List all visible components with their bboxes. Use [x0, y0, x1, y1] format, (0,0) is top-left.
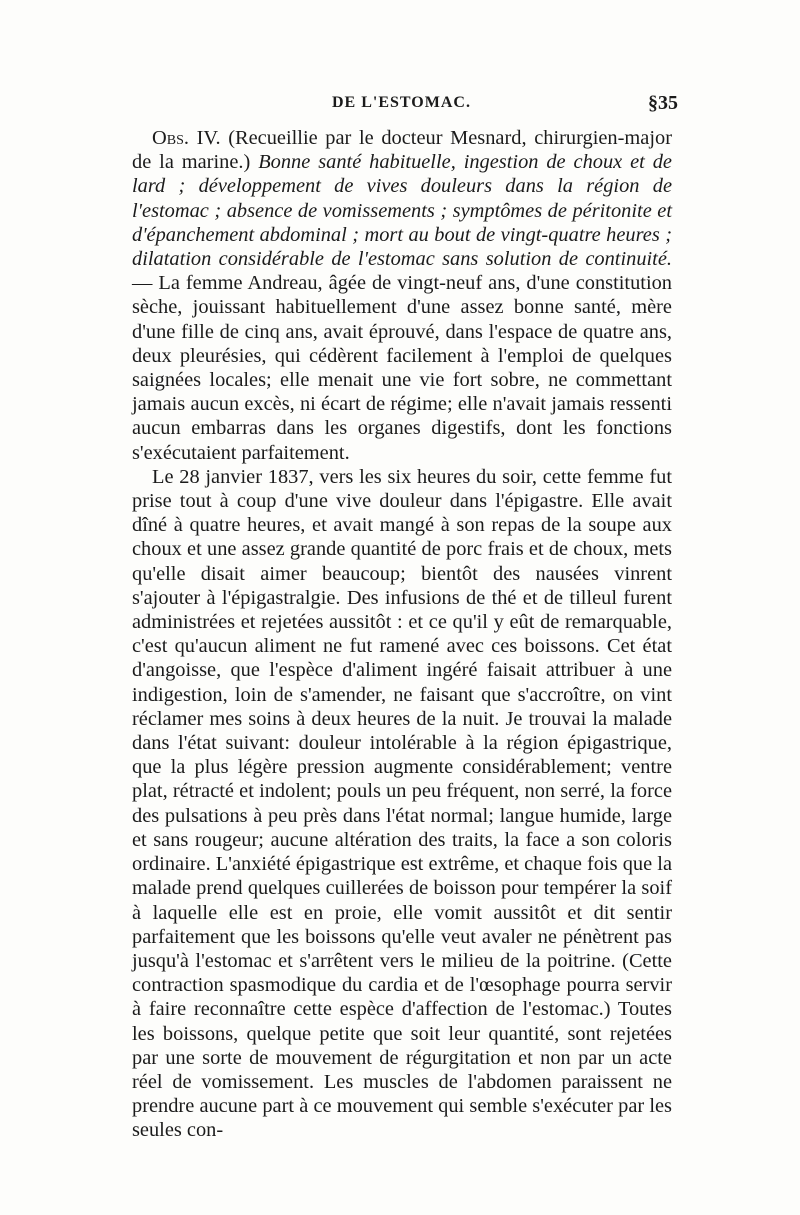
page-number: §35	[648, 92, 678, 114]
observation-label: Obs. IV.	[152, 127, 221, 149]
body-paragraph: Le 28 janvier 1837, vers les six heures du soir, cette femme fut prise tout à coup d'une vive douleur dans l'épigastre. Elle avait dîné à quatre heures, et avait mangé à son repas de la soupe aux choux et une assez grande quantité de porc frais et de choux, mets qu'elle disait aimer beaucoup; bientôt des nausées vinrent s'ajouter à l'épigastralgie. Des infusions de thé et de tilleul furent administrées et rejetées aussitôt : et ce qu'il y eût de remarquable, c'est qu'aucun aliment ne fut ramené avec ces boissons. Cet état d'angoisse, que l'espèce d'aliment ingéré faisait attribuer à une indigestion, loin de s'amender, ne faisant que s'accroître, on vint réclamer mes soins à deux heures de la nuit. Je trouvai la malade dans l'état suivant: douleur intolérable à la région épigastrique, que la plus légère pression augmente considérablement; ventre plat, rétracté et indolent; pouls un peu fréquent, non serré, la force des pulsations à peu près dans l'état normal; langue humide, large et sans rougeur; aucune altération des traits, la face a son coloris ordinaire. L'anxiété épigastrique est extrême, et chaque fois que la malade prend quelques cuillerées de boisson pour tempérer la soif à laquelle elle est en proie, elle vomit aussitôt et dit sentir parfaitement que les boissons qu'elle veut avaler ne pénètrent pas jusqu'à l'estomac et s'arrêtent vers le milieu de la poitrine. (Cette contraction spasmodique du cardia et de l'œsophage pourra servir à faire reconnaître cette espèce d'affection de l'estomac.) Toutes les boissons, quelque petite que soit leur quantité, sont rejetées par une sorte de mouvement de régurgitation et non par un acte réel de vomissement. Les muscles de l'abdomen paraissent ne prendre aucune part à ce mouvement qui semble s'exécuter par les seules con-	[132, 465, 672, 1142]
text-block	[132, 126, 672, 1143]
observation-summary: Bonne santé habituelle, ingestion de choux et de lard ; développement de vives douleurs dans la région de l'estomac ; absence de vomissements ; symptômes de péritonite et d'épanchement abdominal ; mort au bout de vingt-quatre heures ; dilatation considérable de l'estomac sans solution de continuité.	[132, 151, 672, 271]
observation-source: (Recueillie par le docteur Mesnard, chirurgien-major de la marine.)	[132, 127, 672, 174]
running-title: DE L'ESTOMAC.	[332, 94, 471, 111]
page-header	[132, 90, 678, 120]
observation-paragraph	[132, 126, 672, 465]
observation-intro: — La femme Andreau, âgée de vingt-neuf ans, d'une constitution sèche, jouissant habituellement d'une assez bonne santé, mère d'une fille de cinq ans, avait éprouvé, dans l'espace de quatre ans, deux pleurésies, qui cédèrent facilement à l'emploi de quelques saignées locales; elle menait une vie fort sobre, ne commettant jamais aucun excès, ni écart de régime; elle n'avait jamais ressenti aucun embarras dans les organes digestifs, dont les fonctions s'exécutaient parfaitement.	[132, 272, 672, 464]
